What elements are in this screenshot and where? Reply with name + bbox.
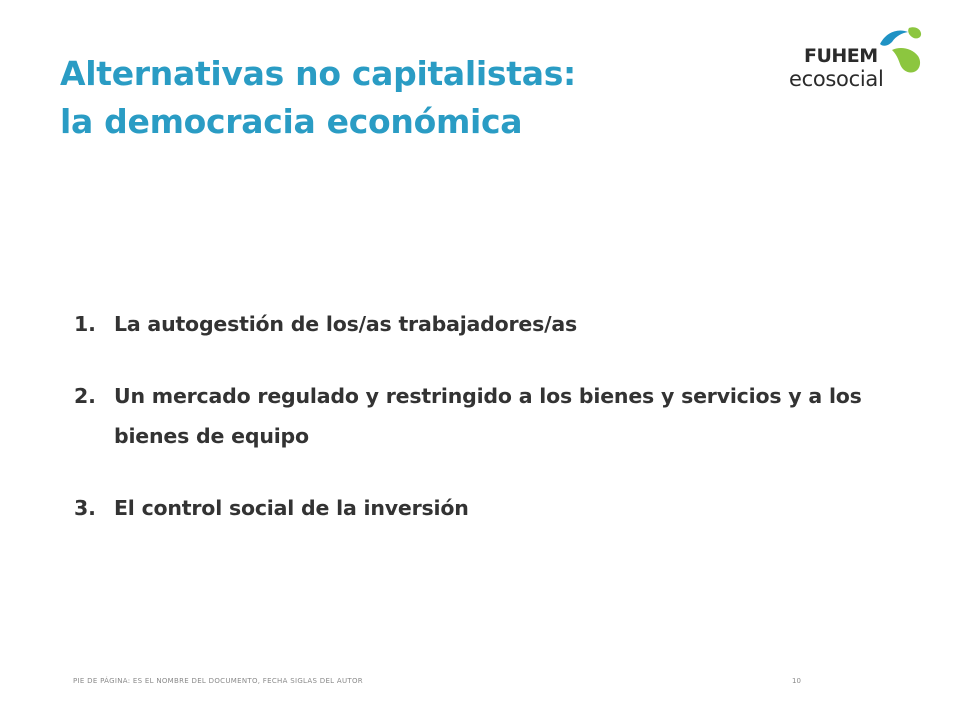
key-points-list <box>74 304 914 528</box>
footer-text: PIE DE PÁGINA: ES EL NOMBRE DEL DOCUMENTO, FECHA SIGLAS DEL AUTOR <box>73 677 363 685</box>
list-item-text: Un mercado regulado y restringido a los bienes y servicios y a los bienes de equipo <box>114 384 862 448</box>
list-item-text: El control social de la inversión <box>114 496 469 520</box>
slide-title <box>60 50 720 146</box>
slide-title-line-2: la democracia económica <box>60 102 523 141</box>
slide-title-line-1: Alternativas no capitalistas: <box>60 54 576 93</box>
fuhem-ecosocial-logo <box>786 24 926 96</box>
list-item <box>74 376 914 456</box>
list-item-number: 2. <box>74 384 96 408</box>
list-item <box>74 304 914 344</box>
list-item-text: La autogestión de los/as trabajadores/as <box>114 312 578 336</box>
logo-name-top: FUHEM <box>804 45 878 67</box>
page-number: 10 <box>792 677 801 685</box>
fuhem-leaf-logo-icon <box>876 24 924 76</box>
list-item <box>74 488 914 528</box>
list-item-number: 1. <box>74 312 96 336</box>
list-item-number: 3. <box>74 496 96 520</box>
logo-name-bottom: ecosocial <box>789 67 884 91</box>
